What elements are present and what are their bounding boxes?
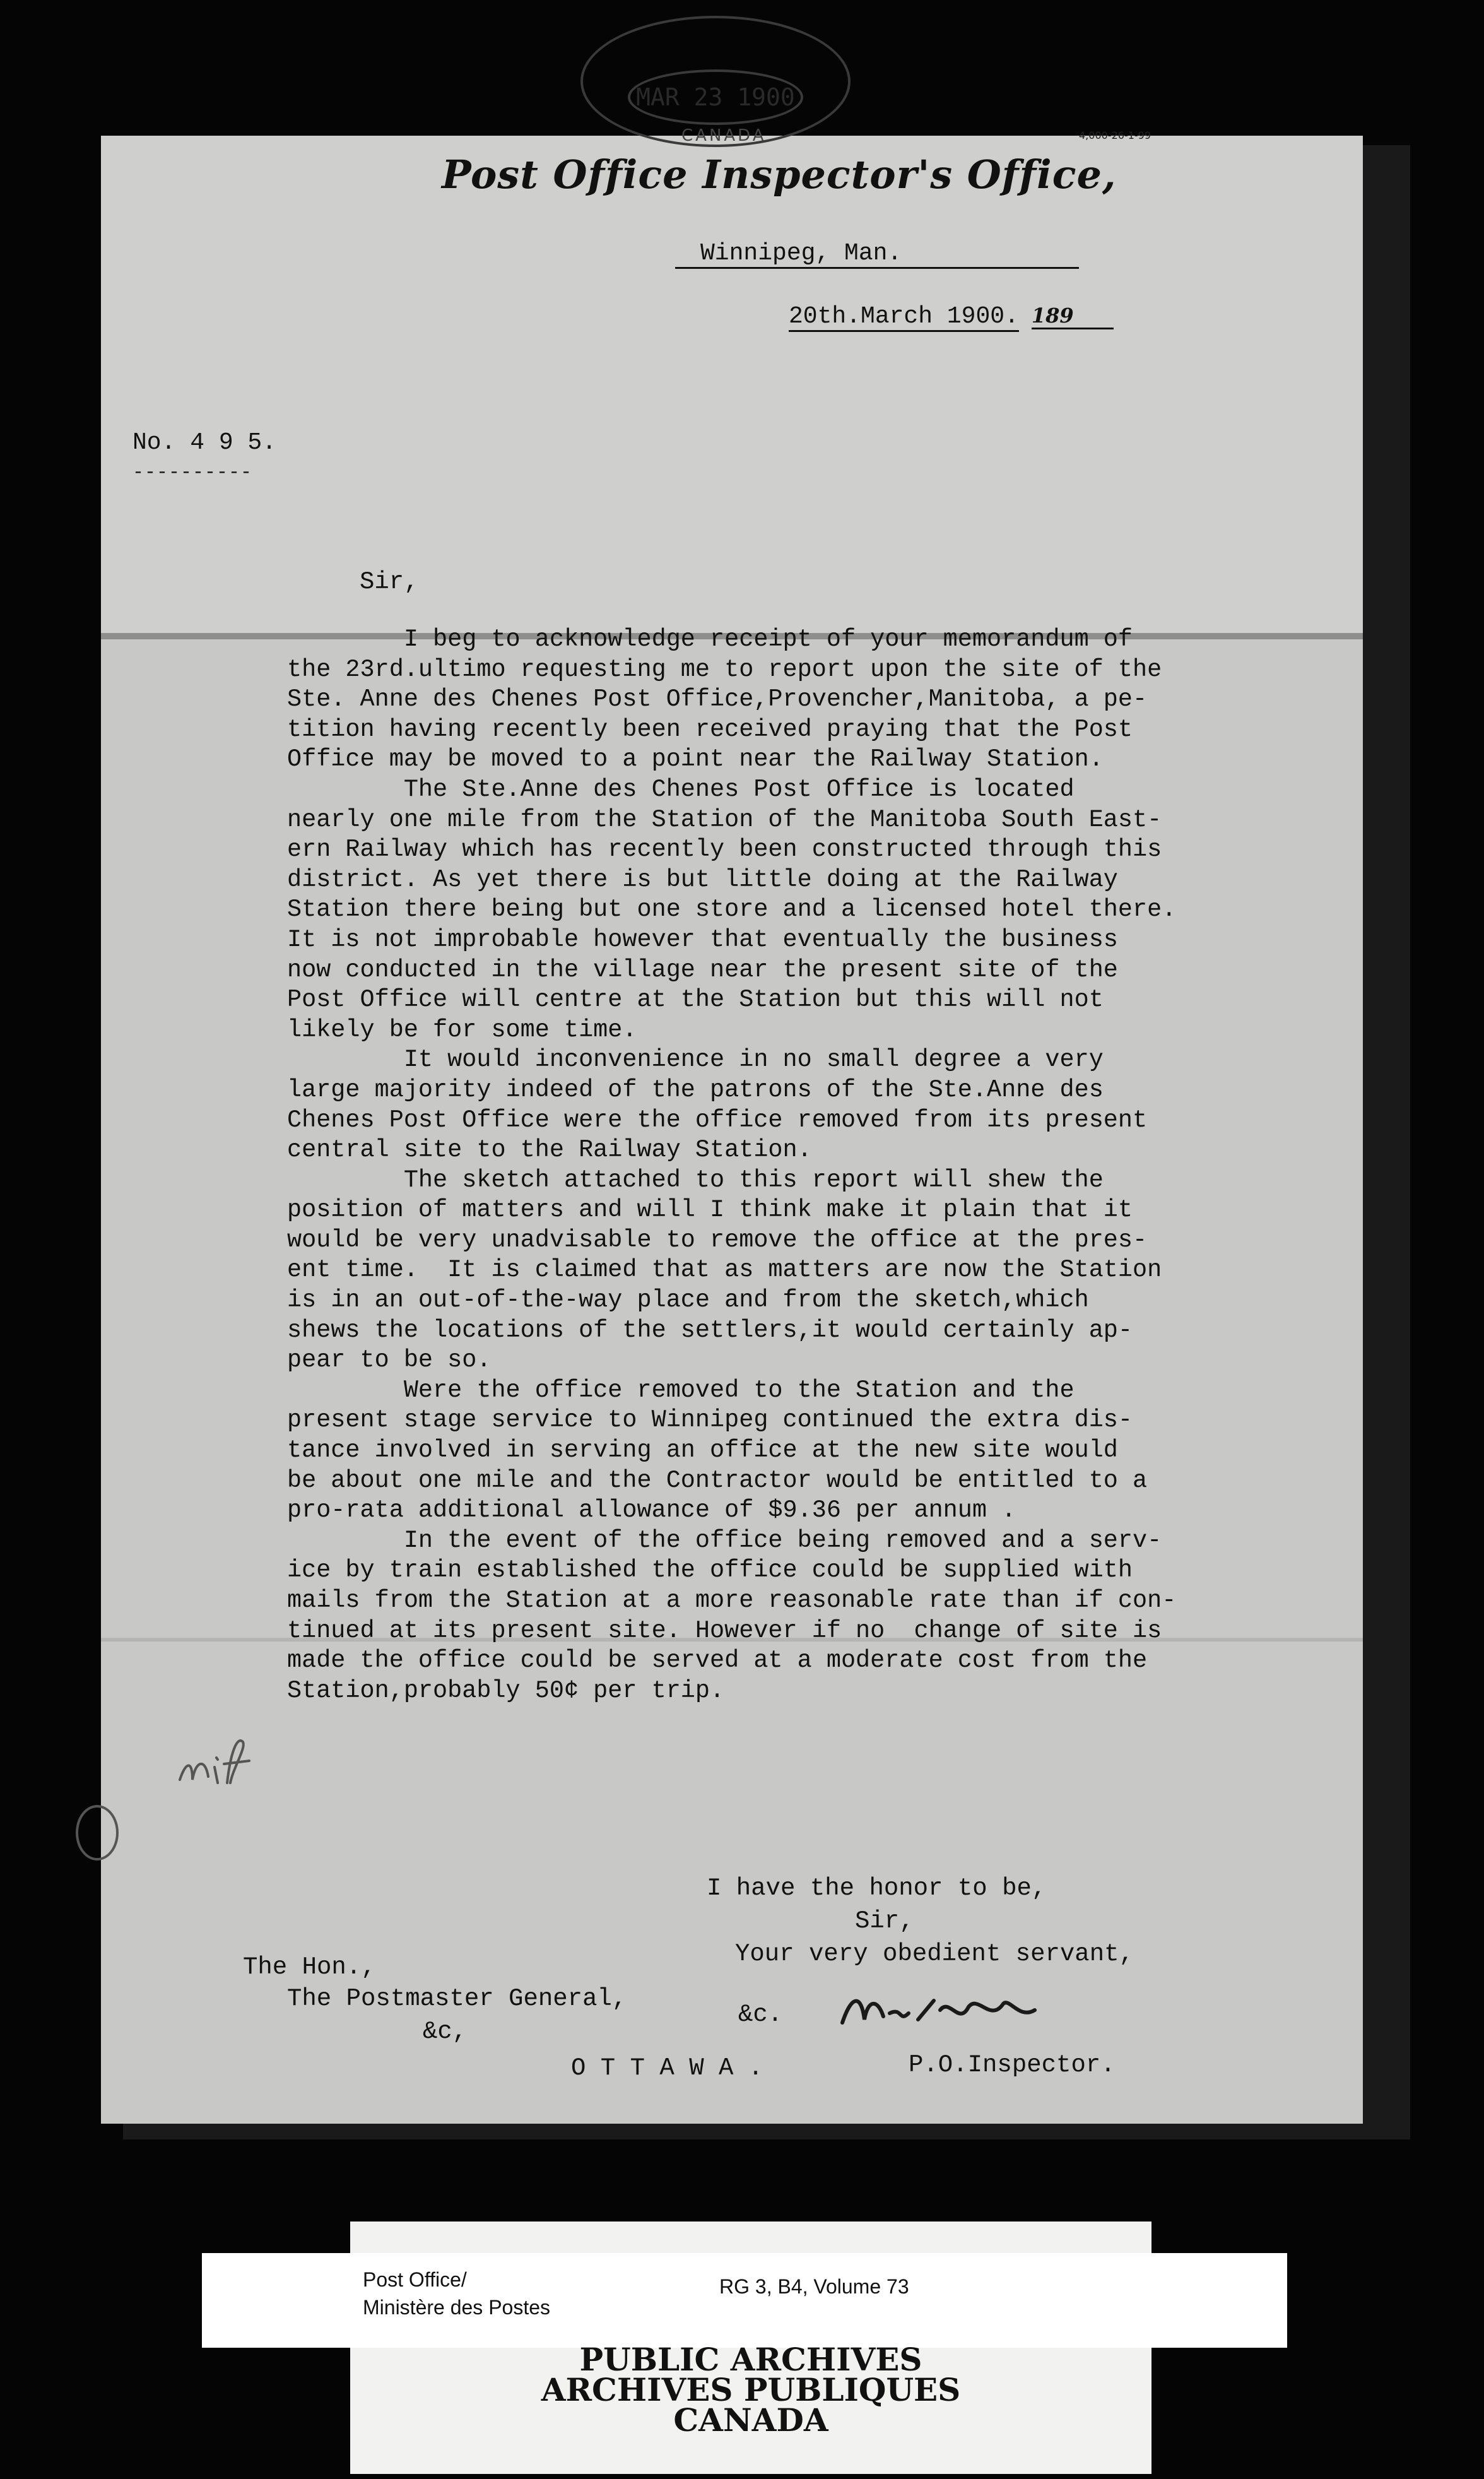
form-number: 4,000-26-1-99 bbox=[1079, 129, 1151, 141]
date-value: 20th.March 1900. bbox=[789, 303, 1019, 332]
letter-line: tance involved in serving an office at the new site would bbox=[287, 1436, 1118, 1465]
margin-initials bbox=[174, 1723, 262, 1799]
addressee-line-2: The Postmaster General, bbox=[287, 1985, 627, 2013]
letter-line: large majority indeed of the patrons of the Ste.Anne des bbox=[287, 1075, 1104, 1104]
addressee-line-1: The Hon., bbox=[243, 1953, 376, 1981]
letter-line: likely be for some time. bbox=[287, 1015, 637, 1044]
date-line bbox=[789, 303, 1114, 330]
letter-line: Ste. Anne des Chenes Post Office,Provencher,Manitoba, a pe- bbox=[287, 685, 1148, 714]
letter-line: It would inconvenience in no small degree a very bbox=[287, 1046, 1104, 1074]
letter-line: present stage service to Winnipeg continued the extra dis- bbox=[287, 1406, 1133, 1435]
letter-line: tinued at its present site. However if no change of site is bbox=[287, 1616, 1162, 1645]
letter-line: The Ste.Anne des Chenes Post Office is located bbox=[287, 775, 1075, 803]
stamp-country: CANADA bbox=[681, 126, 767, 145]
letter-line: ice by train established the office could be supplied with bbox=[287, 1556, 1133, 1585]
punch-hole bbox=[76, 1805, 119, 1861]
letter-line: Station there being but one store and a licensed hotel there. bbox=[287, 896, 1177, 924]
letter-line: The sketch attached to this report will shew the bbox=[287, 1166, 1104, 1194]
letter-line: is in an out-of-the-way place and from the sketch,which bbox=[287, 1286, 1089, 1315]
letter-line: shews the locations of the settlers,it would certainly ap- bbox=[287, 1316, 1133, 1344]
letterhead-title: Post Office Inspector's Office, bbox=[442, 151, 1117, 198]
place-line bbox=[675, 240, 1079, 269]
letter-body bbox=[287, 625, 1271, 1706]
letter-line: Station,probably 50¢ per trip. bbox=[287, 1676, 725, 1705]
letter-line: position of matters and will I think make it plain that it bbox=[287, 1196, 1133, 1224]
archive-owner-line-2: Ministère des Postes bbox=[363, 2296, 551, 2319]
letter-line: ern Railway which has recently been constructed through this bbox=[287, 836, 1162, 864]
letter-line: In the event of the office being removed and a serv- bbox=[287, 1526, 1162, 1554]
letter-line: now conducted in the village near the present site of the bbox=[287, 956, 1118, 984]
archive-name-line-2: ARCHIVES PUBLIQUES bbox=[541, 2371, 961, 2408]
closing-line-1: I have the honor to be, bbox=[707, 1874, 1047, 1902]
letter-line: pro-rata additional allowance of $9.36 per annum . bbox=[287, 1496, 1016, 1525]
letter-line: be about one mile and the Contractor would be entitled to a bbox=[287, 1466, 1148, 1494]
letter-line: Post Office will centre at the Station but this will not bbox=[287, 986, 1104, 1014]
date-preprinted-year: 189 bbox=[1032, 304, 1114, 329]
signature-prefix: &c. bbox=[738, 2001, 783, 2028]
reference-number: No. 4 9 5. bbox=[132, 429, 277, 456]
archive-owner-line-1: Post Office/ bbox=[363, 2268, 467, 2291]
reference-underline: ---------- bbox=[132, 462, 253, 483]
letter-line: It is not improbable however that eventually the business bbox=[287, 925, 1118, 954]
letterhead-panel bbox=[101, 136, 1363, 634]
letter-line: I beg to acknowledge receipt of your memorandum of bbox=[287, 625, 1133, 653]
signer-title: P.O.Inspector. bbox=[909, 2051, 1116, 2079]
letter-line: Chenes Post Office were the office removed from its present bbox=[287, 1106, 1148, 1134]
letter-line: mails from the Station at a more reasonable rate than if con- bbox=[287, 1587, 1177, 1614]
letter-line: nearly one mile from the Station of the Manitoba South East- bbox=[287, 805, 1162, 834]
addressee-line-3: &c, bbox=[423, 2018, 468, 2045]
closing-line-2: Sir, bbox=[855, 1907, 914, 1935]
closing-line-3: Your very obedient servant, bbox=[735, 1940, 1134, 1968]
letter-line: Office may be moved to a point near the Railway Station. bbox=[287, 745, 1104, 774]
letter-line: tition having recently been received praying that the Post bbox=[287, 715, 1133, 743]
signature bbox=[839, 1988, 1041, 2032]
stamp-date: MAR 23 1900 bbox=[628, 69, 803, 125]
letter-line: made the office could be served at a moderate cost from the bbox=[287, 1647, 1148, 1675]
letter-line: Were the office removed to the Station and the bbox=[287, 1376, 1075, 1404]
addressee-city: O T T A W A . bbox=[571, 2054, 763, 2082]
salutation: Sir, bbox=[360, 568, 419, 596]
archive-name-line-1: PUBLIC ARCHIVES bbox=[579, 2341, 922, 2378]
letter-line: central site to the Railway Station. bbox=[287, 1136, 812, 1164]
archive-name bbox=[350, 2341, 1151, 2439]
letter-line: ent time. It is claimed that as matters are now the Station bbox=[287, 1256, 1162, 1284]
letter-line: pear to be so. bbox=[287, 1346, 492, 1375]
letter-line: would be very unadvisable to remove the office at the pres- bbox=[287, 1226, 1148, 1254]
letter-line: district. As yet there is but little doing at the Railway bbox=[287, 865, 1118, 894]
archive-reference: RG 3, B4, Volume 73 bbox=[719, 2275, 909, 2298]
letter-line: the 23rd.ultimo requesting me to report upon the site of the bbox=[287, 655, 1162, 683]
place-value: Winnipeg, Man. bbox=[700, 240, 902, 267]
archive-name-line-3: CANADA bbox=[673, 2401, 828, 2439]
archive-owner bbox=[363, 2266, 550, 2321]
